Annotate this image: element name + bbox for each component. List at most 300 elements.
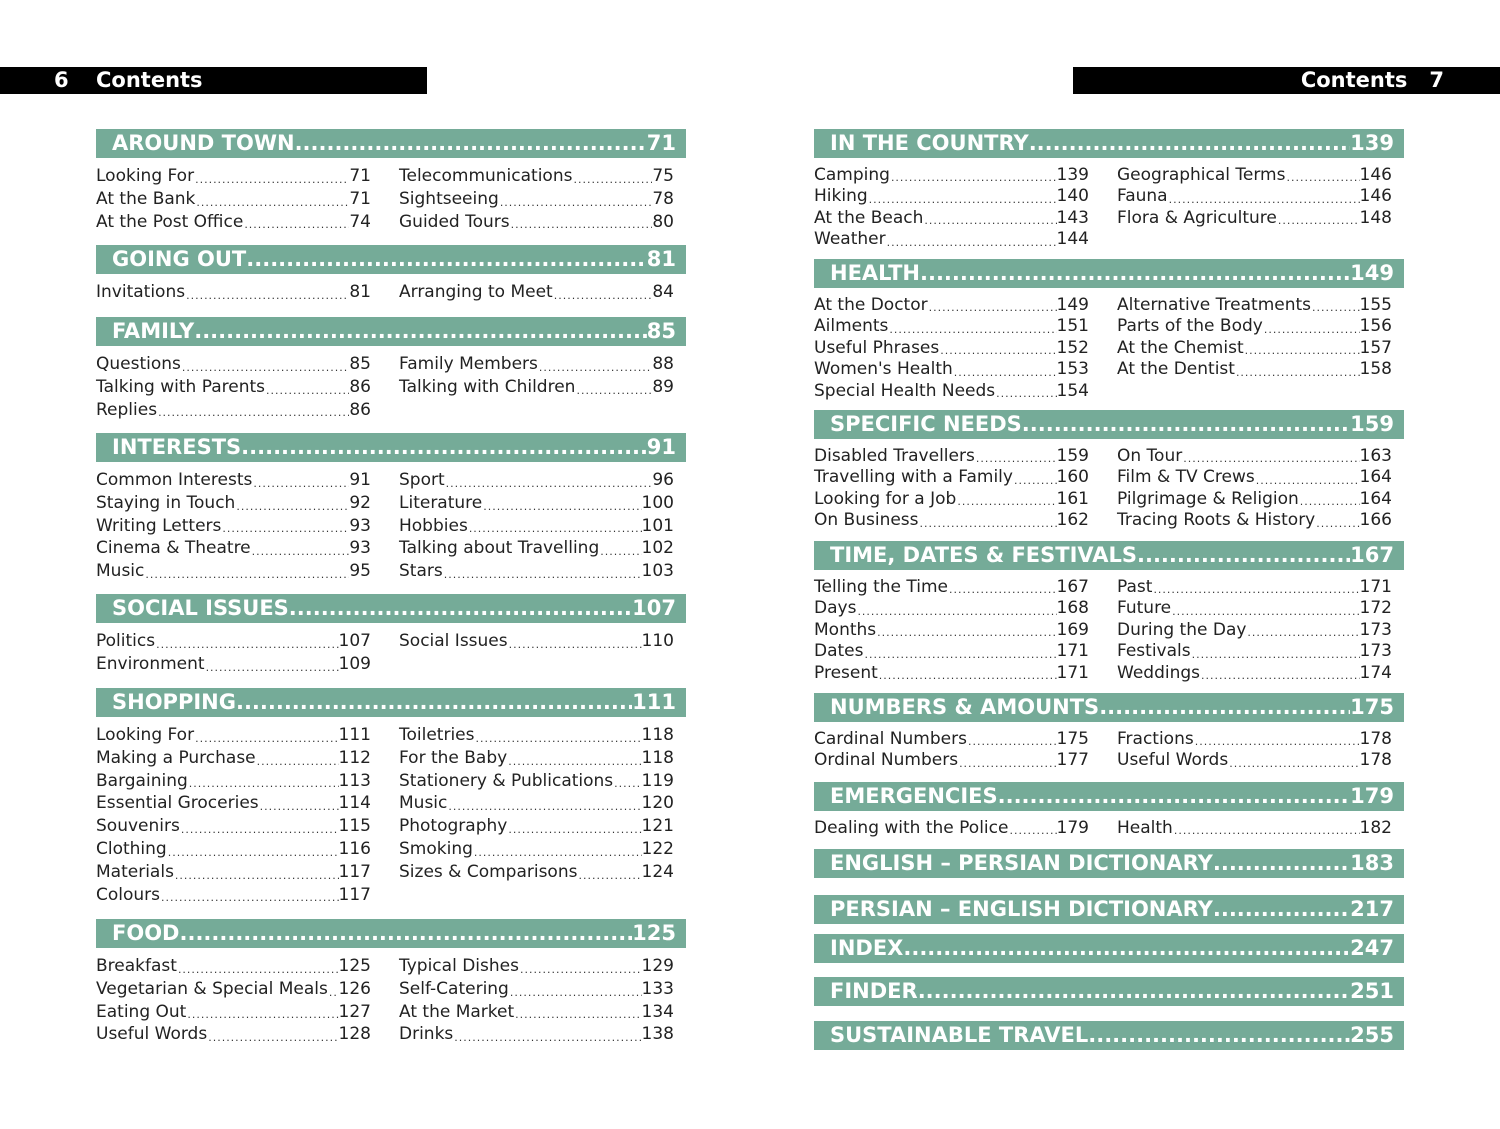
toc-entry[interactable] <box>96 165 371 188</box>
dot-leader <box>1022 410 1350 439</box>
toc-entry[interactable] <box>814 165 1089 186</box>
entries-column-left <box>814 446 1089 532</box>
entry-page-number: 169 <box>1056 619 1089 640</box>
entry-page-number: 71 <box>349 188 371 209</box>
toc-section <box>814 934 1404 963</box>
dot-leader <box>890 170 1057 186</box>
entry-page-number: 81 <box>349 282 371 302</box>
toc-entry[interactable] <box>96 724 371 747</box>
toc-entry[interactable] <box>1117 467 1392 488</box>
section-entries <box>814 818 1404 839</box>
toc-entry[interactable] <box>399 469 674 492</box>
section-entries <box>96 724 686 906</box>
page-number: 7 <box>1429 68 1444 92</box>
toc-entry[interactable] <box>96 515 371 538</box>
dot-leader <box>1200 668 1360 684</box>
running-head-title: Contents <box>1300 68 1408 92</box>
entries-column-right <box>1117 729 1392 772</box>
entry-page-number: 111 <box>338 725 371 745</box>
toc-entry[interactable] <box>814 186 1089 207</box>
toc-section <box>814 1021 1404 1050</box>
entry-page-number: 119 <box>641 770 674 791</box>
toc-entry[interactable] <box>399 815 674 838</box>
toc-entry[interactable] <box>96 1001 371 1024</box>
toc-entry[interactable] <box>96 399 371 422</box>
dot-leader <box>1311 300 1360 316</box>
entry-label: At the Chemist <box>1117 337 1244 358</box>
toc-entry[interactable] <box>96 861 371 884</box>
toc-entry[interactable] <box>399 978 674 1001</box>
running-head-left <box>0 67 427 94</box>
toc-entry[interactable] <box>96 353 371 376</box>
section-header-link[interactable] <box>814 693 1404 722</box>
entry-page-number: 126 <box>338 978 371 999</box>
entry-page-number: 148 <box>1359 207 1392 228</box>
dot-leader <box>167 845 339 861</box>
dot-leader <box>473 845 642 861</box>
dot-leader <box>243 217 349 233</box>
entries-column-left <box>814 729 1089 772</box>
section-entries <box>814 729 1404 772</box>
toc-entry[interactable] <box>96 815 371 838</box>
entry-label: Smoking <box>399 838 473 859</box>
toc-entry[interactable] <box>814 641 1089 662</box>
dot-leader <box>251 544 350 560</box>
section-title: FOOD <box>112 921 180 945</box>
toc-entry[interactable] <box>814 577 1089 598</box>
entry-label: Months <box>814 619 877 640</box>
toc-entry[interactable] <box>814 229 1089 250</box>
entry-page-number: 92 <box>349 492 371 513</box>
toc-section <box>814 782 1404 839</box>
entry-page-number: 177 <box>1056 750 1089 771</box>
dot-leader <box>1315 516 1359 532</box>
toc-entry[interactable] <box>814 663 1089 684</box>
toc-entry[interactable] <box>96 1023 371 1046</box>
dot-leader <box>975 451 1057 467</box>
section-entries <box>96 281 686 304</box>
dot-leader <box>1263 322 1360 338</box>
toc-entry[interactable] <box>399 515 674 538</box>
section-page-number: 149 <box>1350 261 1394 285</box>
section-header-link[interactable] <box>96 433 686 462</box>
entry-label: Materials <box>96 861 174 882</box>
entry-label: On Tour <box>1117 446 1183 466</box>
entry-label: Pilgrimage & Religion <box>1117 488 1299 509</box>
toc-entry[interactable] <box>96 281 371 304</box>
entries-column-right <box>399 165 674 233</box>
entry-label: Stationery & Publications <box>399 770 614 791</box>
section-header-link[interactable] <box>814 977 1404 1006</box>
toc-entry[interactable] <box>814 359 1089 380</box>
toc-entry[interactable] <box>96 492 371 515</box>
toc-entry[interactable] <box>96 211 371 234</box>
entry-label: At the Post Office <box>96 211 244 232</box>
section-header-link[interactable] <box>814 782 1404 811</box>
toc-entry[interactable] <box>814 489 1089 510</box>
entry-label: Sport <box>399 470 445 490</box>
dot-leader <box>445 476 653 492</box>
section-title: SOCIAL ISSUES <box>112 596 289 620</box>
toc-entry[interactable] <box>1117 359 1392 380</box>
entry-label: Common Interests <box>96 470 253 490</box>
dot-leader <box>998 782 1351 811</box>
entry-page-number: 175 <box>1056 729 1089 749</box>
toc-entry[interactable] <box>399 165 674 188</box>
entry-page-number: 103 <box>641 561 674 582</box>
entry-label: Hobbies <box>399 515 468 536</box>
entry-page-number: 139 <box>1056 165 1089 185</box>
dot-leader <box>236 688 632 717</box>
entries-column-left <box>814 295 1089 402</box>
running-head-title: Contents <box>96 68 203 92</box>
toc-entry[interactable] <box>96 653 371 676</box>
section-header-link[interactable] <box>814 259 1404 288</box>
toc-entry[interactable] <box>399 724 674 747</box>
toc-entry[interactable] <box>96 630 371 653</box>
toc-entry[interactable] <box>399 376 674 399</box>
toc-entry[interactable] <box>1117 446 1392 467</box>
toc-section <box>96 129 686 233</box>
dot-leader <box>507 822 641 838</box>
entry-label: Toiletries <box>399 725 475 745</box>
entry-page-number: 133 <box>641 978 674 999</box>
toc-entry[interactable] <box>1117 818 1392 839</box>
entry-page-number: 117 <box>338 884 371 905</box>
section-title: SUSTAINABLE TRAVEL <box>830 1023 1089 1047</box>
entries-column-left <box>814 577 1089 684</box>
dot-leader <box>194 172 349 188</box>
section-header-link[interactable] <box>96 919 686 948</box>
section-header-link[interactable] <box>814 541 1404 570</box>
dot-leader <box>509 985 642 1001</box>
entry-page-number: 171 <box>1056 662 1089 683</box>
entry-label: Geographical Terms <box>1117 165 1286 185</box>
toc-entry[interactable] <box>1117 186 1392 207</box>
entry-page-number: 109 <box>338 653 371 674</box>
toc-entry[interactable] <box>1117 165 1392 186</box>
section-title: SPECIFIC NEEDS <box>830 412 1022 436</box>
toc-entry[interactable] <box>1117 510 1392 531</box>
toc-entry[interactable] <box>814 620 1089 641</box>
entry-page-number: 164 <box>1359 467 1392 488</box>
entry-page-number: 110 <box>641 631 674 651</box>
entry-page-number: 163 <box>1359 446 1392 466</box>
entry-page-number: 138 <box>641 1024 674 1045</box>
dot-leader <box>235 499 349 515</box>
toc-entry[interactable] <box>399 861 674 884</box>
section-header-link[interactable] <box>96 688 686 717</box>
entry-label: At the Bank <box>96 188 196 209</box>
toc-entry[interactable] <box>399 770 674 793</box>
dot-leader <box>599 544 641 560</box>
entry-page-number: 164 <box>1359 488 1392 509</box>
section-entries <box>96 469 686 583</box>
entry-label: Vegetarian & Special Meals <box>96 978 328 999</box>
section-title: INDEX <box>830 936 904 960</box>
entry-page-number: 86 <box>349 376 371 397</box>
entry-label: Parts of the Body <box>1117 316 1263 337</box>
entry-page-number: 140 <box>1056 186 1089 207</box>
toc-entry[interactable] <box>399 537 674 560</box>
toc-entry[interactable] <box>814 729 1089 750</box>
entry-label: Making a Purchase <box>96 747 256 768</box>
section-title: IN THE COUNTRY <box>830 131 1029 155</box>
toc-entry[interactable] <box>1117 295 1392 316</box>
toc-entry[interactable] <box>96 560 371 583</box>
entry-label: Women's Health <box>814 359 953 380</box>
entry-page-number: 91 <box>349 470 371 490</box>
entry-page-number: 178 <box>1359 750 1392 771</box>
dot-leader <box>328 985 339 1001</box>
entry-page-number: 151 <box>1056 316 1089 337</box>
entry-page-number: 127 <box>338 1001 371 1022</box>
toc-entry[interactable] <box>96 537 371 560</box>
dot-leader <box>1173 823 1360 839</box>
dot-leader <box>1213 849 1350 878</box>
toc-entry[interactable] <box>96 838 371 861</box>
entry-label: Dealing with the Police <box>814 818 1009 838</box>
entry-label: Environment <box>96 653 205 674</box>
toc-entry[interactable] <box>1117 316 1392 337</box>
toc-entry[interactable] <box>96 747 371 770</box>
dot-leader <box>538 360 652 376</box>
entry-page-number: 116 <box>338 838 371 859</box>
entry-label: Camping <box>814 165 890 185</box>
entry-label: For the Baby <box>399 747 508 768</box>
entry-page-number: 182 <box>1359 818 1392 838</box>
toc-entry[interactable] <box>814 750 1089 771</box>
section-header-link[interactable] <box>814 410 1404 439</box>
entry-label: Drinks <box>399 1024 454 1045</box>
entries-column-left <box>96 469 371 583</box>
entries-column-left <box>96 281 371 304</box>
entry-label: Souvenirs <box>96 816 180 837</box>
entry-page-number: 179 <box>1056 818 1089 838</box>
section-header-link[interactable] <box>814 895 1404 924</box>
entry-page-number: 162 <box>1056 510 1089 531</box>
toc-entry[interactable] <box>1117 729 1392 750</box>
section-page-number: 125 <box>632 921 676 945</box>
dot-leader <box>468 521 642 537</box>
toc-entry[interactable] <box>1117 620 1392 641</box>
section-header-link[interactable] <box>814 129 1404 158</box>
toc-entry[interactable] <box>1117 750 1392 771</box>
toc-entry[interactable] <box>96 792 371 815</box>
toc-entry[interactable] <box>814 295 1089 316</box>
entry-page-number: 146 <box>1359 186 1392 207</box>
section-header-link[interactable] <box>96 594 686 623</box>
entries-column-left <box>96 165 371 233</box>
toc-entry[interactable] <box>399 1023 674 1046</box>
toc-entry[interactable] <box>814 467 1089 488</box>
toc-entry[interactable] <box>1117 641 1392 662</box>
entry-page-number: 96 <box>652 470 674 490</box>
entry-page-number: 160 <box>1056 467 1089 488</box>
entry-label: At the Market <box>399 1001 515 1022</box>
toc-entry[interactable] <box>399 281 674 304</box>
entry-page-number: 113 <box>338 770 371 791</box>
dot-leader <box>221 521 349 537</box>
toc-entry[interactable] <box>399 560 674 583</box>
dot-leader <box>443 567 642 583</box>
toc-entry[interactable] <box>814 381 1089 402</box>
dot-leader <box>194 317 647 346</box>
entry-label: Looking For <box>96 166 195 186</box>
dot-leader <box>1191 647 1360 663</box>
dot-leader <box>958 756 1056 772</box>
toc-entry[interactable] <box>814 338 1089 359</box>
section-page-number: 85 <box>646 319 676 343</box>
entry-label: Present <box>814 662 878 683</box>
toc-entry[interactable] <box>399 1001 674 1024</box>
toc-entry[interactable] <box>96 770 371 793</box>
toc-section <box>814 129 1404 251</box>
dot-leader <box>447 799 641 815</box>
dot-leader <box>868 192 1057 208</box>
toc-entry[interactable] <box>399 747 674 770</box>
entry-page-number: 166 <box>1359 510 1392 531</box>
entry-page-number: 71 <box>349 166 371 186</box>
toc-entry[interactable] <box>814 316 1089 337</box>
toc-entry[interactable] <box>1117 338 1392 359</box>
entry-label: Breakfast <box>96 956 177 976</box>
toc-entry[interactable] <box>96 955 371 978</box>
section-entries <box>814 446 1404 532</box>
entry-page-number: 100 <box>641 492 674 513</box>
toc-section <box>96 433 686 583</box>
entry-page-number: 161 <box>1056 488 1089 509</box>
entries-column-right <box>1117 165 1392 251</box>
toc-section <box>814 895 1404 924</box>
section-header-link[interactable] <box>814 849 1404 878</box>
entry-page-number: 117 <box>338 861 371 882</box>
toc-entry[interactable] <box>814 510 1089 531</box>
entry-label: Staying in Touch <box>96 492 236 513</box>
dot-leader <box>1246 625 1359 641</box>
toc-entry[interactable] <box>814 208 1089 229</box>
entry-label: Arranging to Meet <box>399 282 553 302</box>
entry-label: Writing Letters <box>96 515 222 536</box>
section-page-number: 251 <box>1350 979 1394 1003</box>
section-header-link[interactable] <box>96 245 686 274</box>
toc-entry[interactable] <box>399 492 674 515</box>
toc-entry[interactable] <box>399 211 674 234</box>
entry-label: Cinema & Theatre <box>96 538 251 559</box>
dot-leader <box>1088 1021 1350 1050</box>
section-header-link[interactable] <box>814 1021 1404 1050</box>
entry-label: Ailments <box>814 316 889 337</box>
entry-label: Future <box>1117 598 1172 619</box>
section-header-link[interactable] <box>814 934 1404 963</box>
section-page-number: 179 <box>1350 784 1394 808</box>
dot-leader <box>928 300 1057 316</box>
toc-entry[interactable] <box>814 818 1089 839</box>
dot-leader <box>1029 129 1350 158</box>
toc-entry[interactable] <box>399 353 674 376</box>
entry-label: Talking with Parents <box>96 376 265 397</box>
entry-page-number: 149 <box>1056 295 1089 315</box>
entry-page-number: 121 <box>641 816 674 837</box>
section-title: HEALTH <box>830 261 920 285</box>
toc-entry[interactable] <box>1117 577 1392 598</box>
toc-section <box>96 594 686 676</box>
toc-entry[interactable] <box>96 376 371 399</box>
toc-entry[interactable] <box>399 955 674 978</box>
toc-entry[interactable] <box>399 792 674 815</box>
toc-entry[interactable] <box>1117 208 1392 229</box>
section-header-link[interactable] <box>96 317 686 346</box>
dot-leader <box>185 288 349 304</box>
entry-label: On Business <box>814 510 919 531</box>
entry-label: Useful Words <box>96 1024 208 1045</box>
toc-entry[interactable] <box>814 446 1089 467</box>
entry-label: Disabled Travellers <box>814 446 975 466</box>
dot-leader <box>179 919 632 948</box>
section-title: GOING OUT <box>112 247 247 271</box>
dot-leader <box>207 1030 338 1046</box>
dot-leader <box>174 868 339 884</box>
entry-page-number: 115 <box>338 816 371 837</box>
toc-entry[interactable] <box>399 188 674 211</box>
entries-column-right <box>399 469 674 583</box>
toc-entry[interactable] <box>96 978 371 1001</box>
entry-label: Looking for a Job <box>814 488 957 509</box>
dot-leader <box>256 754 339 770</box>
dot-leader <box>856 604 1056 620</box>
entry-label: Eating Out <box>96 1001 187 1022</box>
dot-leader <box>948 582 1057 598</box>
entry-page-number: 93 <box>349 515 371 536</box>
dot-leader <box>1277 213 1360 229</box>
toc-entry[interactable] <box>1117 598 1392 619</box>
section-header-link[interactable] <box>96 129 686 158</box>
dot-leader <box>878 668 1057 684</box>
entry-label: Questions <box>96 354 181 374</box>
dot-leader <box>920 259 1350 288</box>
entry-page-number: 173 <box>1359 641 1392 662</box>
entry-label: Weddings <box>1117 662 1200 683</box>
entry-page-number: 143 <box>1056 207 1089 228</box>
entry-label: Literature <box>399 492 483 513</box>
toc-entry[interactable] <box>96 469 371 492</box>
section-title: FINDER <box>830 979 918 1003</box>
section-title: SHOPPING <box>112 690 236 714</box>
entries-column-right <box>1117 295 1392 402</box>
dot-leader <box>508 637 642 653</box>
dot-leader <box>1285 170 1359 186</box>
dot-leader <box>888 322 1056 338</box>
toc-entry[interactable] <box>96 188 371 211</box>
dot-leader <box>939 343 1056 359</box>
dot-leader <box>918 977 1350 1006</box>
entry-label: Bargaining <box>96 770 188 791</box>
toc-entry[interactable] <box>1117 663 1392 684</box>
entry-page-number: 88 <box>652 354 674 374</box>
toc-entry[interactable] <box>399 630 674 653</box>
entries-column-left <box>814 818 1089 839</box>
entries-column-right <box>399 955 674 1046</box>
section-title: EMERGENCIES <box>830 784 998 808</box>
dot-leader <box>155 637 338 653</box>
toc-entry[interactable] <box>814 598 1089 619</box>
section-page-number: 217 <box>1350 897 1394 921</box>
dot-leader <box>903 934 1350 963</box>
toc-entry[interactable] <box>399 838 674 861</box>
toc-entry[interactable] <box>1117 489 1392 510</box>
entries-column-right <box>1117 446 1392 532</box>
toc-entry[interactable] <box>96 884 371 907</box>
